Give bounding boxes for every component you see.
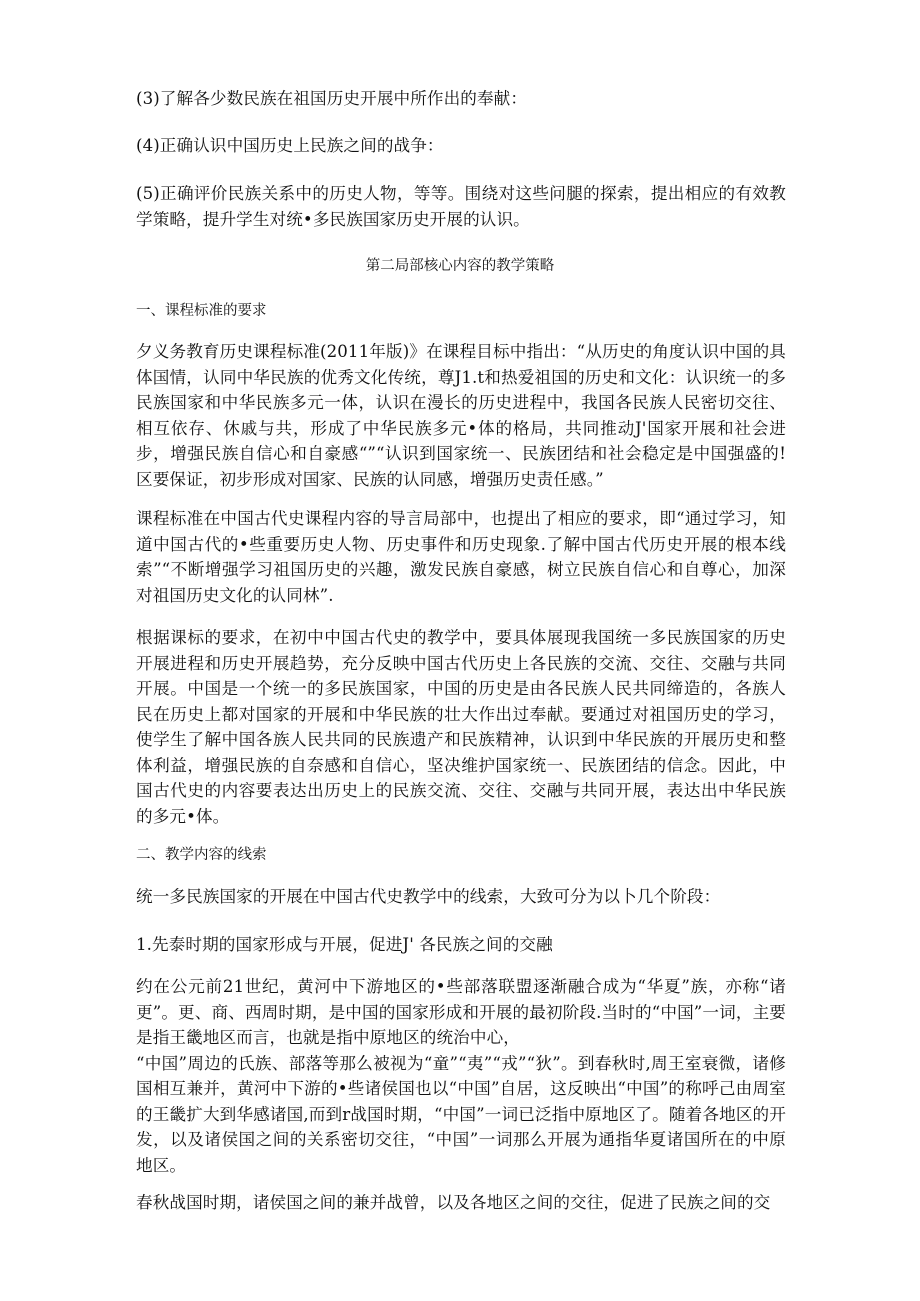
list-item-5: (5)正确评价民族关系中的历史人物，等等。围绕对这些问腿的探索，提出相应的有效教学策略，提升学生对统•多民族国家历史开展的认识。: [136, 184, 786, 229]
paragraph-teaching-requirements: 根据课标的要求，在初中中国古代史的教学中，要具体展现我国统一多民族国家的历史开展进程和历史开展趋势，充分反映中国古代历史上各民族的交流、交往、交融与共同开展。中国是一个统一的多民族国家，中国的历史是由各民族人民共同缔造的，各族人民在历史上都对国家的开展和中华民族的壮大作出过奉献。要通过对祖国历史的学习，使学生了解中国各族人民共同的民族遗产和民族精神，认识到中华民族的开展历史和整体利益，增强民族的自奈感和自信心，坚决维护国家统一、民族团结的信念。因此，中国古代史的内容要表达出历史上的民族交流、交往、交融与共同开展，表达出中华民族的多元•体。: [136, 628, 786, 826]
heading-content-clues: 二、教学内容的线索: [136, 847, 267, 863]
paragraph-pre-qin: 约在公元前21世纪，黄河中下游地区的•些部落联盟逐渐融合成为“华夏”族，亦称“诸更”。更、商、西周时期，是中国的国家形成和开展的最初阶段.当时的“中国”一词，主要是指王畿地区而言，也就是指中原地区的统治中心， “中国”周边的氏族、部落等那么被视为“童”“夷”“戎”“狄”。到春秋时,周王室衰微，诸修国相互兼并，黄河中下游的•些诸侯国也以“中国”自居，这反映出“中国”的称呼己由周室的王畿扩大到华感诸国,而到r战国时期，“中国”一词已泛指中原地区了。随着各地区的开发，以及诸侯国之间的关系密切交往，“中国”一词那么开展为通指华夏诸国所在的中原地区。: [136, 977, 786, 1175]
paragraph-ancient-history-intro: 课程标准在中国古代史课程内容的导言局部中，也提出了相应的要求，即“通过学习，知道中国古代的•些重要历史人物、历史事件和历史现象.了解中国古代历史开展的根本线索”“不断增强学习祖国历史的兴趣，激发民族自豪感，树立民族自信心和自尊心，加深对祖国历史文化的认同林”.: [136, 509, 786, 605]
paragraph-stages-intro: 统一多民族国家的开展在中国古代史教学中的线索，大致可分为以卜几个阶段：: [136, 887, 721, 906]
heading-curriculum-standard: 一、课程标准的要求: [136, 303, 267, 319]
list-item-4: (4)正确认识中国历史上民族之间的战争：: [136, 136, 444, 155]
section-title: 第二局部核心内容的教学策略: [365, 258, 555, 274]
paragraph-stage-1-title: 1.先泰时期的国家形成与开展，促进J' 各民族之间的交融: [136, 935, 553, 954]
paragraph-spring-autumn: 春秋战国时期，诸侯国之间的兼并战曾，以及各地区之间的交往，促进了民族之间的交: [136, 1193, 771, 1212]
list-item-3: (3)了解各少数民族在祖国历史开展中所作出的奉献：: [136, 89, 528, 108]
paragraph-curriculum-goals: 夕义务教育历史课程标准(2011年版)》在课程目标中指出：“从历史的角度认识中国的具体国情，认同中华民族的优秀文化传统，尊J1.t和热爱祖国的历史和文化：认识统一的多民族国家和中华民族多元一体，认识在漫长的历史进程中，我国各民族人民密切交往、相互依存、休戚与共，形成了中华民族多元•体的格局，共同推动J'国家开展和社会进步，增强民族自信心和自豪感“”“认识到国家统一、民族团结和社会稳定是中国强盛的!区要保证，初步形成对国家、民族的认同感，增强历史责任感。”: [136, 342, 786, 489]
